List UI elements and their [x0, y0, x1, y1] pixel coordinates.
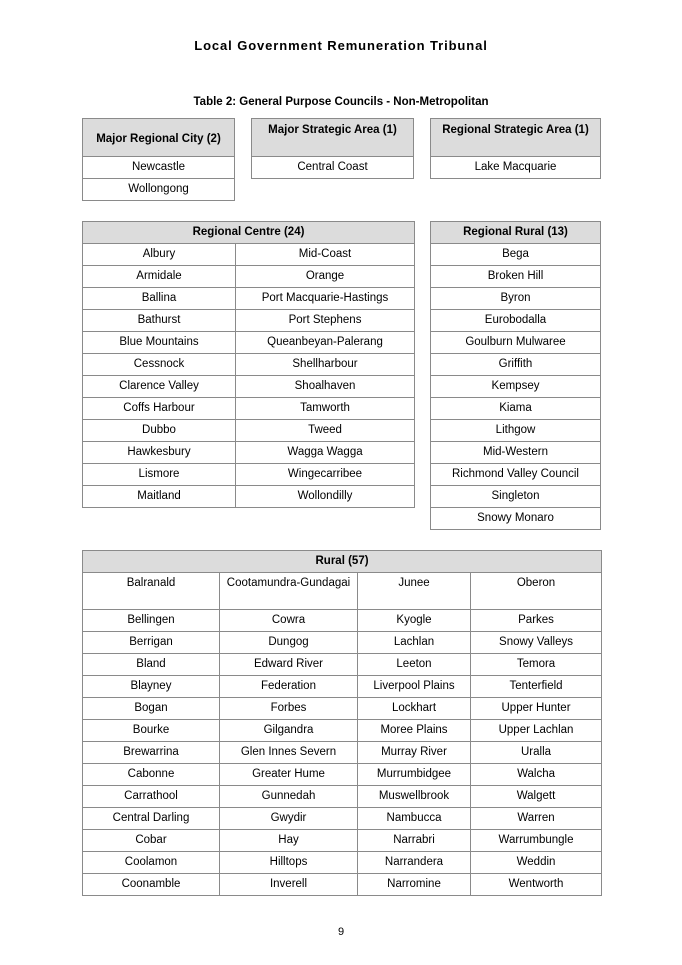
- page-number: 9: [337, 926, 345, 938]
- major-regional-city-heading: Major Regional City (2): [83, 119, 235, 157]
- table-row: [83, 676, 602, 698]
- table-cell: Upper Lachlan: [471, 720, 602, 742]
- table-cell: Balranald: [83, 573, 220, 610]
- table-cell: Wagga Wagga: [236, 442, 415, 464]
- table-cell: Port Macquarie-Hastings: [236, 288, 415, 310]
- table-cell: Ballina: [83, 288, 236, 310]
- table-cell: Central Coast: [252, 157, 414, 179]
- table-cell: Lismore: [83, 464, 236, 486]
- table-cell: Cowra: [220, 610, 358, 632]
- table-cell: Queanbeyan-Palerang: [236, 332, 415, 354]
- rural-table: [82, 550, 602, 896]
- table-row: [83, 632, 602, 654]
- table-row: [83, 742, 602, 764]
- table-cell: Gwydir: [220, 808, 358, 830]
- table-cell: Kiama: [431, 398, 601, 420]
- table-cell: Berrigan: [83, 632, 220, 654]
- table-row: [83, 398, 415, 420]
- table-row: [83, 808, 602, 830]
- table-cell: Clarence Valley: [83, 376, 236, 398]
- table-cell: Lockhart: [358, 698, 471, 720]
- table-row: [83, 610, 602, 632]
- table-cell: Coonamble: [83, 874, 220, 896]
- table-cell: Weddin: [471, 852, 602, 874]
- table-cell: Mid-Western: [431, 442, 601, 464]
- regional-strategic-area-table: [430, 118, 601, 179]
- table-cell: Muswellbrook: [358, 786, 471, 808]
- table-row: [83, 376, 415, 398]
- table-cell: Edward River: [220, 654, 358, 676]
- table-row: [83, 698, 602, 720]
- table-cell: Bathurst: [83, 310, 236, 332]
- table-cell: Snowy Valleys: [471, 632, 602, 654]
- table-cell: Warrumbungle: [471, 830, 602, 852]
- table-cell: Kyogle: [358, 610, 471, 632]
- table-cell: Snowy Monaro: [431, 508, 601, 530]
- table-row: [83, 573, 602, 610]
- table-cell: Narromine: [358, 874, 471, 896]
- table-cell: Shellharbour: [236, 354, 415, 376]
- table-cell: Wollondilly: [236, 486, 415, 508]
- table-cell: Bega: [431, 244, 601, 266]
- page-header: Local Government Remuneration Tribunal: [194, 38, 488, 53]
- table-cell: Narrandera: [358, 852, 471, 874]
- table-row: [83, 486, 415, 508]
- table-row: [83, 310, 415, 332]
- table-cell: Tenterfield: [471, 676, 602, 698]
- major-strategic-area-table: [251, 118, 414, 179]
- table-row: [83, 654, 602, 676]
- table-row: [431, 398, 601, 420]
- table-cell: Cessnock: [83, 354, 236, 376]
- table-row: [431, 310, 601, 332]
- table-row: [83, 830, 602, 852]
- table-row: [83, 720, 602, 742]
- table-row: [83, 764, 602, 786]
- table-cell: Bogan: [83, 698, 220, 720]
- table-cell: Temora: [471, 654, 602, 676]
- table-cell: Griffith: [431, 354, 601, 376]
- table-cell: Narrabri: [358, 830, 471, 852]
- table-row: [83, 354, 415, 376]
- table-cell: Oberon: [471, 573, 602, 610]
- table-cell: Port Stephens: [236, 310, 415, 332]
- table-row: [83, 442, 415, 464]
- table-row: [431, 354, 601, 376]
- table-cell: Dubbo: [83, 420, 236, 442]
- table-cell: Newcastle: [83, 157, 235, 179]
- table-cell: Bellingen: [83, 610, 220, 632]
- table-cell: Blue Mountains: [83, 332, 236, 354]
- table-cell: Moree Plains: [358, 720, 471, 742]
- table-cell: Coffs Harbour: [83, 398, 236, 420]
- major-strategic-area-heading: Major Strategic Area (1): [252, 119, 414, 157]
- table-cell: Hilltops: [220, 852, 358, 874]
- table-cell: Hawkesbury: [83, 442, 236, 464]
- table-row: [83, 874, 602, 896]
- table-row: [431, 464, 601, 486]
- table-cell: Murray River: [358, 742, 471, 764]
- table-cell: Walgett: [471, 786, 602, 808]
- table-row: [83, 786, 602, 808]
- table-cell: Nambucca: [358, 808, 471, 830]
- table-row: [83, 464, 415, 486]
- table-row: [83, 288, 415, 310]
- table-cell: Armidale: [83, 266, 236, 288]
- table-row: [431, 266, 601, 288]
- regional-strategic-area-heading: Regional Strategic Area (1): [431, 119, 601, 157]
- table-cell: Forbes: [220, 698, 358, 720]
- table-row: [83, 244, 415, 266]
- table-cell: Inverell: [220, 874, 358, 896]
- table-cell: Blayney: [83, 676, 220, 698]
- table-cell: Greater Hume: [220, 764, 358, 786]
- table-cell: Parkes: [471, 610, 602, 632]
- regional-rural-table: [430, 221, 601, 530]
- table-cell: Lachlan: [358, 632, 471, 654]
- table-row: [431, 486, 601, 508]
- table-cell: Glen Innes Severn: [220, 742, 358, 764]
- table-cell: Eurobodalla: [431, 310, 601, 332]
- table-row: [83, 332, 415, 354]
- table-cell: Tweed: [236, 420, 415, 442]
- table-cell: Lake Macquarie: [431, 157, 601, 179]
- table-row: [431, 244, 601, 266]
- table-cell: Coolamon: [83, 852, 220, 874]
- table-cell: Central Darling: [83, 808, 220, 830]
- table-cell: Kempsey: [431, 376, 601, 398]
- table-cell: Uralla: [471, 742, 602, 764]
- table-cell: Junee: [358, 573, 471, 610]
- table-cell: Liverpool Plains: [358, 676, 471, 698]
- table-cell: Maitland: [83, 486, 236, 508]
- table-row: [83, 420, 415, 442]
- table-cell: Cabonne: [83, 764, 220, 786]
- table-cell: Mid-Coast: [236, 244, 415, 266]
- table-cell: Brewarrina: [83, 742, 220, 764]
- table-row: [431, 288, 601, 310]
- table-cell: Dungog: [220, 632, 358, 654]
- table-row: [431, 332, 601, 354]
- table-cell: Broken Hill: [431, 266, 601, 288]
- table-cell: Carrathool: [83, 786, 220, 808]
- table-cell: Shoalhaven: [236, 376, 415, 398]
- table-row: [431, 442, 601, 464]
- table-cell: Lithgow: [431, 420, 601, 442]
- table-row: [83, 852, 602, 874]
- table-cell: Federation: [220, 676, 358, 698]
- table-cell: Bourke: [83, 720, 220, 742]
- table-cell: Wollongong: [83, 179, 235, 201]
- table-cell: Cootamundra-Gundagai: [220, 573, 358, 610]
- regional-rural-heading: Regional Rural (13): [431, 222, 601, 244]
- table-row: [431, 376, 601, 398]
- table-cell: Orange: [236, 266, 415, 288]
- regional-centre-heading: Regional Centre (24): [83, 222, 415, 244]
- table-cell: Richmond Valley Council: [431, 464, 601, 486]
- table-cell: Walcha: [471, 764, 602, 786]
- table-cell: Byron: [431, 288, 601, 310]
- table-cell: Goulburn Mulwaree: [431, 332, 601, 354]
- table-row: [431, 420, 601, 442]
- rural-heading: Rural (57): [83, 551, 602, 573]
- table-row: [83, 266, 415, 288]
- table-cell: Bland: [83, 654, 220, 676]
- table-cell: Upper Hunter: [471, 698, 602, 720]
- table-cell: Singleton: [431, 486, 601, 508]
- table-cell: Warren: [471, 808, 602, 830]
- table-cell: Gilgandra: [220, 720, 358, 742]
- table-cell: Leeton: [358, 654, 471, 676]
- table-cell: Wentworth: [471, 874, 602, 896]
- major-regional-city-table: [82, 118, 235, 201]
- table-cell: Murrumbidgee: [358, 764, 471, 786]
- table-cell: Wingecarribee: [236, 464, 415, 486]
- table-cell: Cobar: [83, 830, 220, 852]
- table-caption: Table 2: General Purpose Councils - Non-Metropolitan: [193, 96, 489, 108]
- table-cell: Albury: [83, 244, 236, 266]
- table-cell: Hay: [220, 830, 358, 852]
- regional-centre-table: [82, 221, 415, 508]
- table-cell: Gunnedah: [220, 786, 358, 808]
- table-cell: Tamworth: [236, 398, 415, 420]
- table-row: [431, 508, 601, 530]
